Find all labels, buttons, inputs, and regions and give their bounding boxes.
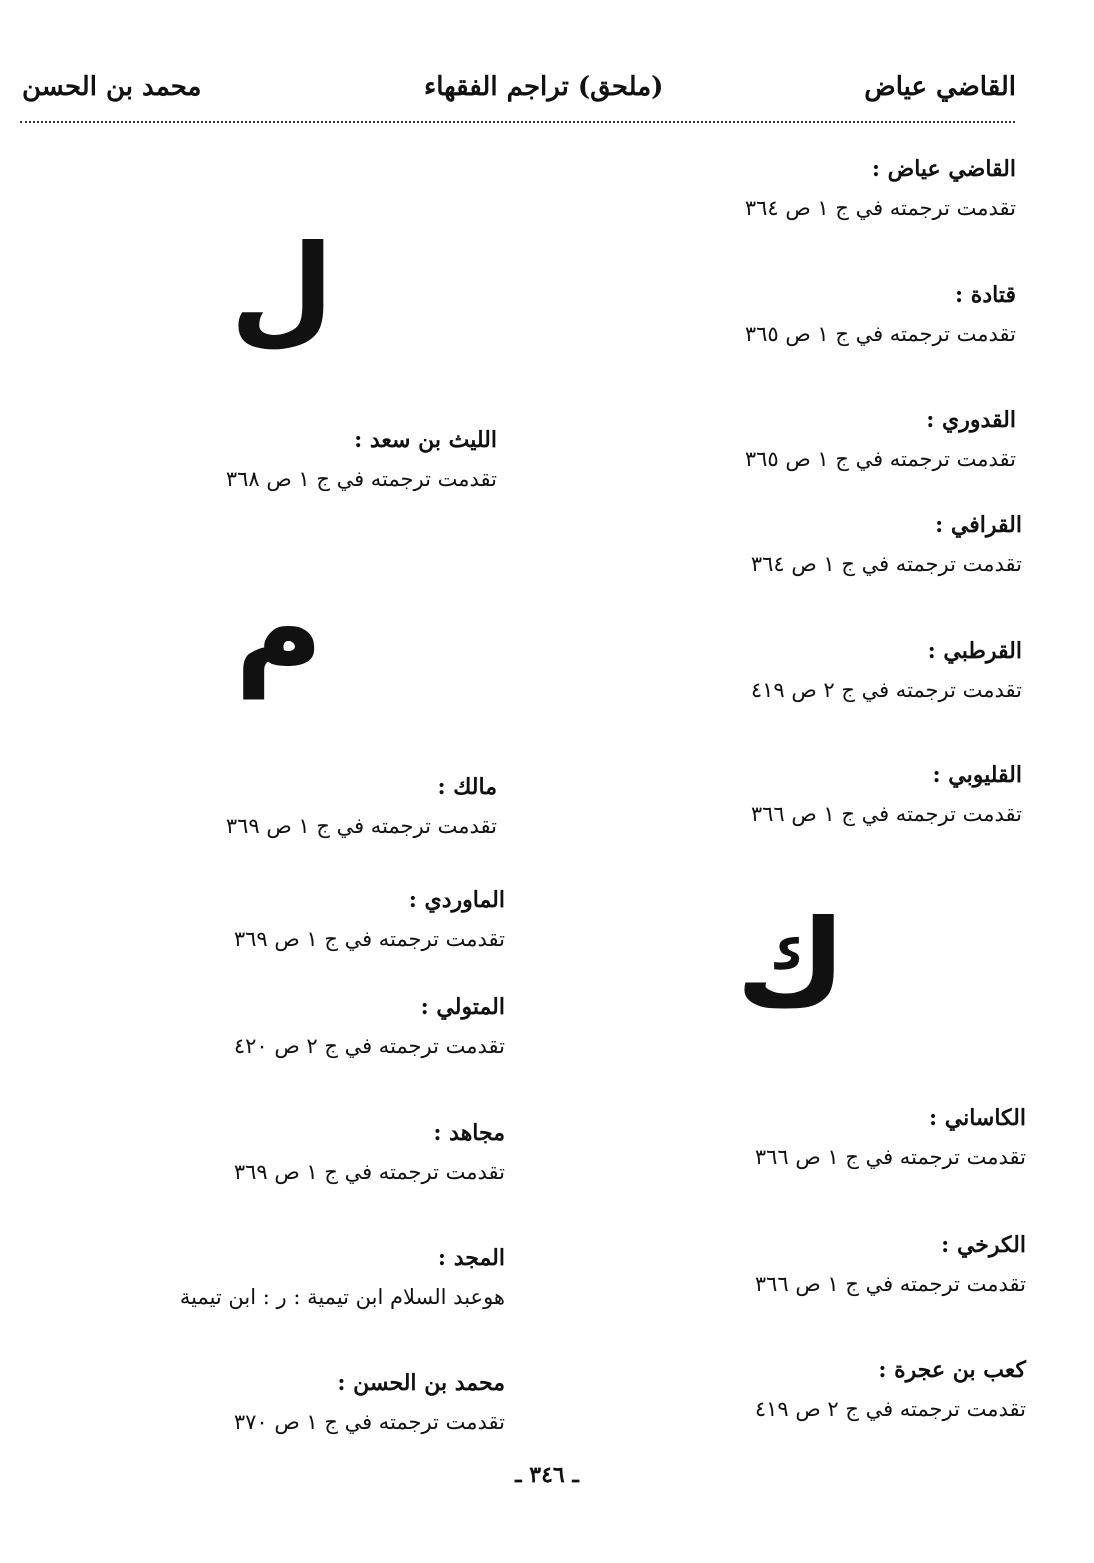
entry-kasani — [755, 1103, 1026, 1172]
entry-name: القاضي عياض : — [871, 156, 1016, 182]
header-center-title: (ملحق) تراجم الفقهاء — [424, 72, 664, 102]
entry-qurtubi — [751, 636, 1022, 705]
entry-reference: تقدمت ترجمته في ج ١ ص ٣٦٦ — [754, 1145, 1026, 1169]
entry-reference: تقدمت ترجمته في ج ١ ص ٣٦٨ — [225, 467, 497, 491]
section-letter-mim: م — [235, 560, 323, 699]
right-column — [656, 0, 1026, 1563]
entry-qatada — [745, 280, 1016, 349]
entry-name: الليث بن سعد : — [354, 427, 497, 453]
entry-name: المتولي : — [420, 994, 505, 1020]
section-letter-lam: ل — [230, 220, 335, 359]
entry-name: القليوبي : — [932, 762, 1022, 788]
entry-reference: تقدمت ترجمته في ج ١ ص ٣٦٦ — [750, 802, 1022, 826]
section-letter-kaf: ك — [736, 895, 846, 1034]
entry-name: القرافي : — [935, 512, 1022, 538]
entry-reference: تقدمت ترجمته في ج ١ ص ٣٦٩ — [233, 1160, 505, 1184]
header-right-title: القاضي عياض — [864, 72, 1016, 102]
page-number: ـ ٣٤٦ ـ — [515, 1462, 579, 1488]
entry-name: مجاهد : — [433, 1120, 505, 1146]
entry-name: محمد بن الحسن : — [337, 1370, 505, 1396]
entry-name: الماوردي : — [408, 887, 505, 913]
entry-reference: تقدمت ترجمته في ج ١ ص ٣٦٦ — [754, 1272, 1026, 1296]
entry-reference: تقدمت ترجمته في ج ١ ص ٣٦٤ — [744, 196, 1016, 220]
entry-qalyubi — [751, 760, 1022, 829]
entry-layth-ibn-saad — [226, 425, 497, 494]
entry-mawardi — [234, 885, 505, 954]
entry-mutawalli — [234, 992, 505, 1061]
entry-muhammad-ibn-al-hasan — [234, 1368, 505, 1437]
entry-qudury — [745, 405, 1016, 474]
entry-name: قتادة : — [955, 282, 1016, 308]
entry-name: الكرخي : — [941, 1232, 1026, 1258]
entry-reference: تقدمت ترجمته في ج ٢ ص ٤٢٠ — [233, 1034, 505, 1058]
entry-mujahid — [234, 1118, 505, 1187]
entry-malik — [226, 772, 497, 841]
entry-reference: تقدمت ترجمته في ج ٢ ص ٤١٩ — [754, 1397, 1026, 1421]
entry-name: كعب بن عجرة : — [878, 1357, 1026, 1383]
entry-name: القدوري : — [926, 407, 1016, 433]
entry-reference: تقدمت ترجمته في ج ١ ص ٣٧٠ — [233, 1410, 505, 1434]
entry-reference: تقدمت ترجمته في ج ٢ ص ٤١٩ — [750, 678, 1022, 702]
entry-qadi-iyad — [745, 154, 1016, 223]
entry-reference: تقدمت ترجمته في ج ١ ص ٣٦٥ — [744, 322, 1016, 346]
entry-majd — [180, 1243, 505, 1312]
entry-reference: هوعبد السلام ابن تيمية : ر : ابن تيمية — [179, 1285, 505, 1309]
entry-name: المجد : — [437, 1245, 505, 1271]
entry-reference: تقدمت ترجمته في ج ١ ص ٣٦٩ — [225, 814, 497, 838]
entry-name: مالك : — [437, 774, 497, 800]
entry-name: الكاساني : — [928, 1105, 1026, 1131]
header-left-title: محمد بن الحسن — [22, 72, 202, 102]
entry-reference: تقدمت ترجمته في ج ١ ص ٣٦٥ — [744, 447, 1016, 471]
entry-name: القرطبي : — [927, 638, 1022, 664]
entry-kaab-ibn-ujra — [755, 1355, 1026, 1424]
entry-qarafi — [751, 510, 1022, 579]
entry-reference: تقدمت ترجمته في ج ١ ص ٣٦٩ — [233, 927, 505, 951]
entry-reference: تقدمت ترجمته في ج ١ ص ٣٦٤ — [750, 552, 1022, 576]
entry-karkhi — [755, 1230, 1026, 1299]
left-column — [120, 0, 505, 1563]
